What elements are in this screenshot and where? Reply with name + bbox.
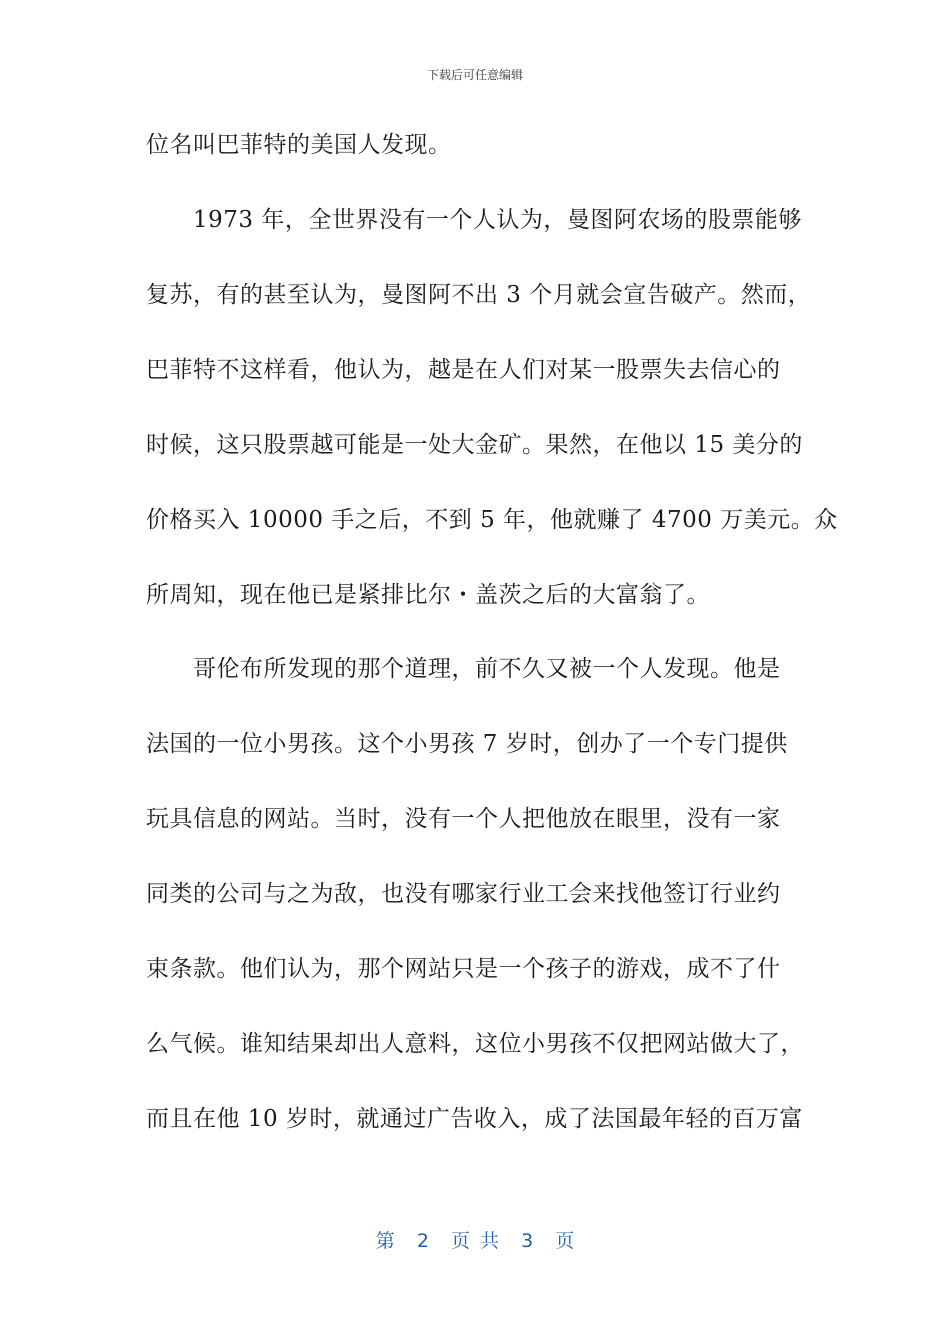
text-line: 时候，这只股票越可能是一处大金矿。果然，在他以 15 美分的 <box>146 432 803 458</box>
text-line: 而且在他 10 岁时，就通过广告收入，成了法国最年轻的百万富 <box>146 1106 803 1132</box>
page-suffix: 页 <box>555 1230 575 1252</box>
text-line: 巴菲特不这样看，他认为，越是在人们对某一股票失去信心的 <box>146 357 781 383</box>
text-line: 价格买入 10000 手之后，不到 5 年，他就赚了 4700 万美元。众 <box>146 507 838 533</box>
paragraph-start-line: 哥伦布所发现的那个道理，前不久又被一个人发现。他是 <box>193 656 781 682</box>
page-number-footer <box>0 1226 950 1253</box>
current-page-number: 2 <box>416 1230 429 1252</box>
page-header-note: 下载后可任意编辑 <box>426 68 523 82</box>
text-line: 么气候。谁知结果却出人意料，这位小男孩不仅把网站做大了， <box>146 1031 804 1057</box>
page-middle-text: 页 共 <box>450 1230 500 1252</box>
text-line: 所周知，现在他已是紧排比尔・盖茨之后的大富翁了。 <box>146 582 710 608</box>
text-line: 复苏，有的甚至认为，曼图阿不出 3 个月就会宣告破产。然而， <box>146 282 812 308</box>
page-prefix: 第 <box>375 1230 395 1252</box>
text-line: 玩具信息的网站。当时，没有一个人把他放在眼里，没有一家 <box>146 806 781 832</box>
total-pages-number: 3 <box>521 1230 534 1252</box>
text-line: 同类的公司与之为敌，也没有哪家行业工会来找他签订行业约 <box>146 881 781 907</box>
paragraph-start-line: 1973 年，全世界没有一个人认为，曼图阿农场的股票能够 <box>193 207 802 233</box>
text-line: 束条款。他们认为，那个网站只是一个孩子的游戏，成不了什 <box>146 956 781 982</box>
text-line: 位名叫巴菲特的美国人发现。 <box>146 132 452 158</box>
text-line: 法国的一位小男孩。这个小男孩 7 岁时，创办了一个专门提供 <box>146 731 788 757</box>
